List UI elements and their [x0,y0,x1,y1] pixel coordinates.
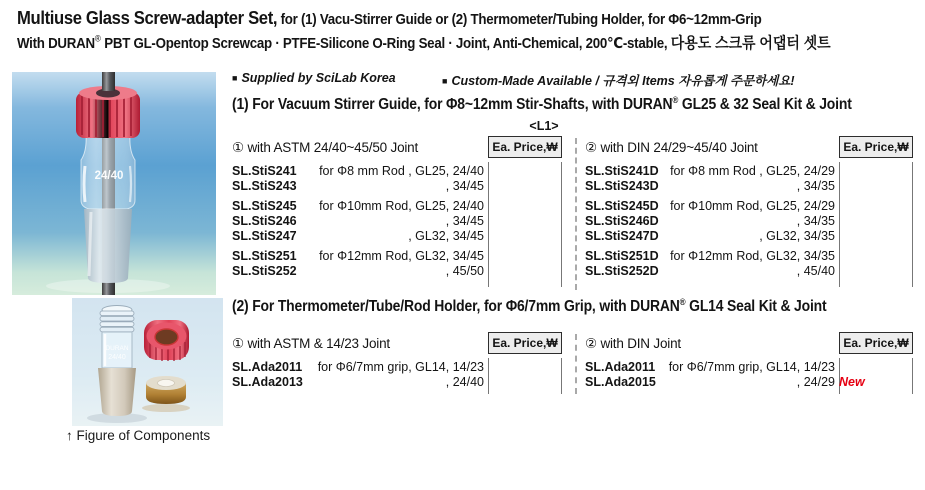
item-description: , 45/40 [796,264,835,278]
joint-size-marking: 24/40 [94,170,124,182]
item-description: for Φ6/7mm grip, GL14, 14/23 [668,360,835,374]
catalog-number: SL.StiS247 [232,229,297,243]
new-badge: New [839,375,865,389]
table-row [585,164,835,179]
glass-brand-marking: DURAN [105,345,129,352]
item-description: , 24/29 [796,375,835,389]
catalog-number: SL.Ada2011 [585,360,656,374]
price-header: Ea. Price,₩ [488,136,562,158]
price-header: Ea. Price,₩ [488,332,562,354]
table-body [232,360,562,390]
stirrer-adapter-illustration [12,72,216,295]
row-group [232,360,484,390]
catalog-number: SL.StiS243D [585,179,659,193]
table-body [585,360,913,390]
table-subtitle: ① with ASTM & 14/23 Joint [232,336,390,351]
table-header [232,136,562,162]
column-divider [575,138,577,290]
table-row [232,249,484,264]
item-description: for Φ6/7mm grip, GL14, 14/23 [317,360,484,374]
price-header: Ea. Price,₩ [839,136,913,158]
glass-size-marking: 24/40 [108,354,126,361]
item-description: , 24/40 [445,375,484,389]
catalog-number: SL.Ada2013 [232,375,303,389]
table-row [232,164,484,179]
opentop-screwcap-component [144,320,189,361]
item-description: for Φ10mm Rod, GL25, 24/40 [319,199,484,213]
table-subtitle: ② with DIN 24/29~45/40 Joint [585,140,758,155]
table-row [585,264,835,279]
table-subtitle: ② with DIN Joint [585,336,681,351]
table-row [585,179,835,194]
table-header [585,332,913,358]
table-subtitle: ① with ASTM 24/40~45/50 Joint [232,140,419,155]
catalog-number: SL.Ada2015 [585,375,656,389]
table-row [585,214,835,229]
table-din-holder [585,332,913,390]
title-line-2: With DURAN® PBT GL-Opentop Screwcap · PTFE-Silicone O-Ring Seal · Joint, Anti-Chemical, 200℃-stable, 다용도 스크류 어댑터 셋트 [17,33,831,52]
catalog-number: SL.StiS252D [585,264,659,278]
row-group [585,360,865,390]
table-body [585,164,913,279]
row-group [585,164,835,194]
catalog-number: SL.StiS247D [585,229,659,243]
page-title [17,6,921,56]
square-bullet-icon: ■ [442,75,448,86]
catalog-number: SL.StiS251 [232,249,297,263]
table-din-stirrer [585,136,913,279]
table-row [585,375,865,390]
section2-heading: (2) For Thermometer/Tube/Rod Holder, for Φ6/7mm Grip, with DURAN® GL14 Seal Kit & Joint [232,296,827,315]
table-row [232,375,484,390]
item-description: , 34/35 [796,214,835,228]
table-row [232,214,484,229]
custom-made-note: ■ Custom-Made Available / 규격외 Items 자유롭게 주문하세요! [442,74,795,88]
row-group [232,164,484,194]
photo-caption [66,428,210,443]
catalog-number: SL.StiS243 [232,179,297,193]
row-group [585,199,835,244]
table-row [585,229,835,244]
table-row [232,360,484,375]
table-header [585,136,913,162]
price-column [839,162,913,287]
item-description: for Φ8 mm Rod , GL25, 24/40 [319,164,484,178]
supplied-by-note: ■ Supplied by SciLab Korea [232,71,396,85]
table-row [232,199,484,214]
photo-caption-text: Figure of Components [76,428,211,443]
table-row [585,199,835,214]
item-description: for Φ10mm Rod, GL25, 24/29 [670,199,835,213]
ground-joint-cone [98,368,136,416]
table-header [232,332,562,358]
title-line-1: Multiuse Glass Screw-adapter Set, for (1) Vacu-Stirrer Guide or (2) Thermometer/Tubing Holder, for Φ6~12mm-Grip [17,7,762,28]
row-group [585,249,835,279]
price-column [488,358,562,394]
catalog-number: SL.StiS251D [585,249,659,263]
components-photo [72,298,223,426]
catalog-number: SL.StiS246 [232,214,297,228]
table-row [232,264,484,279]
table-astm-holder [232,332,562,390]
item-description: , 34/35 [796,179,835,193]
item-description: , 45/50 [445,264,484,278]
l1-size-label: <L1> [529,119,559,133]
item-description: for Φ12mm Rod, GL32, 34/45 [319,249,484,263]
row-group [232,249,484,279]
item-description: , GL32, 34/35 [759,229,835,243]
korean-product-name: 다용도 스크류 어댑터 셋트 [670,35,831,52]
table-row [232,229,484,244]
item-description: , GL32, 34/45 [408,229,484,243]
up-arrow-icon: ↑ [66,428,73,443]
section1-heading: (1) For Vacuum Stirrer Guide, for Φ8~12mm Stir-Shafts, with DURAN® GL25 & 32 Seal Kit & Joint [232,94,852,113]
square-bullet-icon: ■ [232,72,238,83]
item-description: for Φ8 mm Rod , GL25, 24/29 [670,164,835,178]
product-name: Multiuse Glass Screw-adapter Set, [17,7,278,28]
glass-adapter-component [98,306,136,417]
table-row [585,360,835,375]
registered-mark: ® [672,94,679,105]
item-description: for Φ12mm Rod, GL32, 34/35 [670,249,835,263]
catalog-number: SL.StiS245 [232,199,297,213]
registered-mark: ® [679,296,686,307]
row-group [232,199,484,244]
product-photo-stirrer-adapter [12,72,216,295]
catalog-number: SL.StiS241D [585,164,659,178]
catalog-number: SL.StiS252 [232,264,297,278]
item-description: , 34/45 [445,179,484,193]
table-astm-stirrer [232,136,562,279]
table-body [232,164,562,279]
table-row [232,179,484,194]
item-description: , 34/45 [445,214,484,228]
oring-seal-component [146,376,186,404]
price-column [488,162,562,287]
column-divider [575,334,577,394]
catalog-number: SL.StiS241 [232,164,297,178]
table-row [585,249,835,264]
catalog-number: SL.StiS246D [585,214,659,228]
catalog-number: SL.Ada2011 [232,360,303,374]
price-header: Ea. Price,₩ [839,332,913,354]
components-illustration [72,298,223,426]
registered-mark: ® [94,33,101,44]
catalog-number: SL.StiS245D [585,199,659,213]
